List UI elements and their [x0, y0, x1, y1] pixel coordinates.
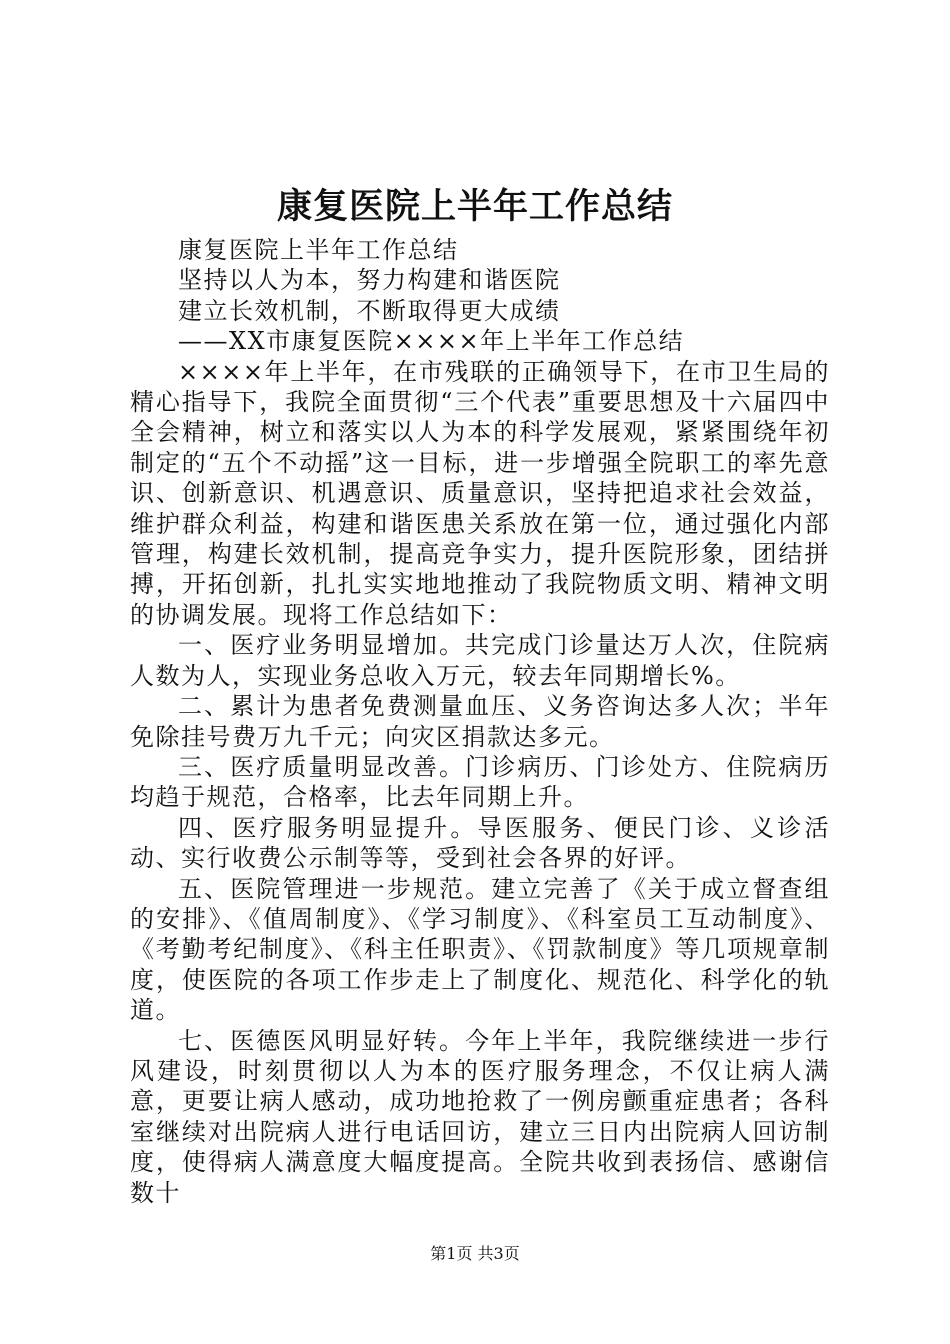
document-body [130, 235, 830, 1208]
document-title: 康复医院上半年工作总结 [276, 187, 673, 227]
paragraph-byline: ——XX市康复医院××××年上半年工作总结 [178, 327, 685, 356]
paragraph-item-2: 二、累计为患者免费测量血压、义务咨询达多人次；半年免除挂号费万九千元；向灾区捐款达多元。 [130, 692, 830, 751]
paragraph-slogan-2: 建立长效机制，不断取得更大成绩 [178, 296, 561, 325]
page-number-footer: 第1页 共3页 [430, 1244, 520, 1263]
paragraph-slogan-1: 坚持以人为本，努力构建和谐医院 [178, 266, 561, 295]
paragraph-intro: ××××年上半年，在市残联的正确领导下，在市卫生局的精心指导下，我院全面贯彻“三个代表”重要思想及十六届四中全会精神，树立和落实以人为本的科学发展观，紧紧围绕年初制定的“五个不动摇”这一目标，进一步增强全院职工的率先意识、创新意识、机遇意识、质量意识，坚持把追求社会效益，维护群众利益，构建和谐医患关系放在第一位，通过强化内部管理，构建长效机制，提高竞争实力，提升医院形象，团结拼搏，开拓创新，扎扎实实地地推动了我院物质文明、精神文明的协调发展。现将工作总结如下： [130, 357, 830, 629]
paragraph-item-3: 三、医疗质量明显改善。门诊病历、门诊处方、住院病历均趋于规范，合格率，比去年同期上升。 [130, 752, 830, 812]
paragraph-item-1: 一、医疗业务明显增加。共完成门诊量达万人次，住院病人数为人，实现业务总收入万元，较去年同期增长%。 [130, 631, 830, 690]
paragraph-item-5: 五、医院管理进一步规范。建立完善了《关于成立督查组的安排》、《值周制度》、《学习制度》、《科室员工互动制度》、《考勤考纪制度》、《科主任职责》、《罚款制度》等几项规章制度，使医院的各项工作步走上了制度化、规范化、科学化的轨道。 [130, 874, 830, 1025]
paragraph-subtitle: 康复医院上半年工作总结 [178, 236, 459, 264]
paragraph-item-4: 四、医疗服务明显提升。导医服务、便民门诊、义诊活动、实行收费公示制等等，受到社会各界的好评。 [130, 813, 830, 873]
paragraph-item-7: 七、医德医风明显好转。今年上半年，我院继续进一步行风建设，时刻贯彻以人为本的医疗服务理念，不仅让病人满意，更要让病人感动，成功地抢救了一例房颤重症患者；各科室继续对出院病人进行电话回访，建立三日内出院病人回访制度，使得病人满意度大幅度提高。全院共收到表扬信、感谢信数十 [130, 1026, 830, 1207]
